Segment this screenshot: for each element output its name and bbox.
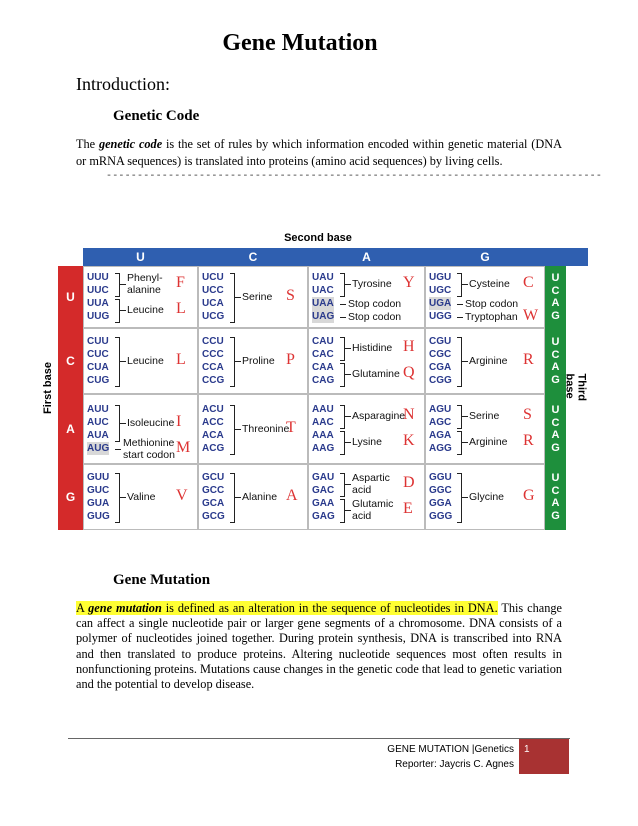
codon: AUC <box>87 417 109 428</box>
codon: CAC <box>312 349 334 360</box>
amino-acid-label: Tyrosine <box>352 278 392 290</box>
handwritten-letter: P <box>286 351 295 368</box>
codon: AUU <box>87 404 109 415</box>
codon: AGA <box>429 430 452 441</box>
amino-acid-label: Tryptophan <box>465 310 518 323</box>
bracket-tick <box>235 297 241 298</box>
bracket-tick <box>345 510 351 511</box>
bracket-tick <box>120 284 126 285</box>
codon: UAG <box>312 311 335 322</box>
footer-rule <box>68 738 570 739</box>
codon: GGC <box>429 485 452 496</box>
bracket-tick <box>340 304 346 305</box>
row-header-G: G <box>65 490 76 504</box>
amino-acid-label: Lysine <box>352 436 382 448</box>
amino-acid-label: Glutamic acid <box>352 498 394 522</box>
bracket-tick <box>462 442 468 443</box>
bracket-tick <box>345 284 351 285</box>
amino-acid-label: Leucine <box>127 304 164 316</box>
codon: GUA <box>87 498 110 509</box>
codon: AAG <box>312 443 335 454</box>
handwritten-letter: S <box>286 287 295 304</box>
bracket-tick <box>345 374 351 375</box>
term-genetic-code: genetic code <box>98 137 163 151</box>
bracket-tick <box>345 416 351 417</box>
codon: CAA <box>312 362 334 373</box>
codon-bracket <box>340 431 345 455</box>
handwritten-letter: S <box>523 406 532 423</box>
amino-acid-label: Alanine <box>242 491 278 503</box>
codon-bracket <box>230 273 235 323</box>
amino-acid-label: Asparagine <box>352 410 406 422</box>
first-base-label: First base <box>41 362 54 414</box>
codon: CGG <box>429 375 452 386</box>
codon: UCG <box>202 311 225 322</box>
codon: AAU <box>312 404 334 415</box>
bracket-tick <box>345 348 351 349</box>
third-base-letters: U C A G <box>551 336 560 386</box>
codon: GCU <box>202 472 225 483</box>
codon: ACG <box>202 443 225 454</box>
gene-mutation-heading: Gene Mutation <box>113 572 211 588</box>
amino-acid-label: Serine <box>469 410 500 422</box>
codon: GCA <box>202 498 225 509</box>
codon: GUC <box>87 485 110 496</box>
codon-bracket <box>340 473 345 497</box>
codon-bracket <box>115 405 120 442</box>
codon: UCA <box>202 298 224 309</box>
codon-bracket <box>457 405 462 429</box>
para-rest: This change can affect a single nucleotide pair or larger gene segments of a chromosome. DNA consists of a polymer of nucleotides joined together. During protein synthesis, DNA is transcribed into RNA and then translated to produce proteins. Altering nucleotide sequences most often results in nonfunctioning proteins. Mutations cause changes in the genetic code that lead to genetic variation and the potential to develop disease. <box>76 601 562 692</box>
codon: CUA <box>87 362 109 373</box>
amino-acid-label: Arginine <box>469 355 508 367</box>
bracket-tick <box>120 310 126 311</box>
column-header-A: A <box>362 250 371 264</box>
bracket-tick <box>340 317 346 318</box>
codon: GAU <box>312 472 335 483</box>
codon: ACA <box>202 430 224 441</box>
codon: CGU <box>429 336 452 347</box>
highlight-lead: A <box>76 601 89 615</box>
handwritten-letter: Q <box>403 364 415 381</box>
bracket-tick <box>235 497 241 498</box>
amino-acid-label: Serine <box>242 291 273 303</box>
codon-bracket <box>115 273 120 297</box>
codon: UGG <box>429 311 452 322</box>
column-header-G: G <box>480 250 490 264</box>
bracket-tick <box>345 442 351 443</box>
third-base-label: Third base <box>563 373 588 401</box>
codon: UAA <box>312 298 334 309</box>
handwritten-letter: E <box>403 500 413 517</box>
handwritten-letter: A <box>286 487 298 504</box>
handwritten-letter: N <box>403 406 415 423</box>
column-header-U: U <box>136 250 145 264</box>
amino-acid-label: Cysteine <box>469 278 510 290</box>
codon-bracket <box>115 337 120 387</box>
codon-bracket <box>340 337 345 361</box>
codon: UUC <box>87 285 109 296</box>
handwritten-letter: M <box>176 438 191 456</box>
codon-bracket <box>340 499 345 523</box>
bracket-tick <box>457 304 463 305</box>
codon: AGC <box>429 417 452 428</box>
bracket-tick <box>462 416 468 417</box>
page-number: 1 <box>524 744 530 755</box>
amino-acid-label: Stop codon <box>465 297 519 310</box>
codon: ACC <box>202 417 224 428</box>
codon-bracket <box>115 473 120 523</box>
bracket-tick <box>345 484 351 485</box>
handwritten-letter: L <box>176 351 186 368</box>
bracket-tick <box>120 423 126 424</box>
codon-bracket <box>340 363 345 387</box>
footer-reporter: Reporter: Jaycris C. Agnes <box>395 759 514 770</box>
handwritten-letter: F <box>176 274 185 291</box>
gene-mutation-paragraph <box>76 601 562 692</box>
handwritten-letter: R <box>523 432 534 449</box>
codon: AAA <box>312 430 334 441</box>
codon: UCC <box>202 285 224 296</box>
footer-title: GENE MUTATION |Genetics <box>387 744 514 755</box>
codon: AUA <box>87 430 109 441</box>
para-lead: The <box>76 137 99 151</box>
amino-acid-label: Stop codon <box>348 297 402 310</box>
amino-acid-label: Arginine <box>469 436 508 448</box>
codon: AGU <box>429 404 452 415</box>
codon: AGG <box>429 443 452 454</box>
codon: ACU <box>202 404 224 415</box>
codon: CUU <box>87 336 109 347</box>
codon-table <box>40 232 596 534</box>
amino-acid-label: Valine <box>127 491 156 503</box>
handwritten-letter: C <box>523 274 534 291</box>
codon: GGA <box>429 498 452 509</box>
handwritten-letter: V <box>176 487 188 504</box>
column-header-C: C <box>248 250 258 264</box>
handwritten-letter: Y <box>403 274 415 291</box>
codon: GAG <box>312 511 335 522</box>
codon-bracket <box>230 473 235 523</box>
amino-acid-label: Methionine start codon <box>123 436 175 461</box>
genetic-code-heading: Genetic Code <box>113 108 200 124</box>
codon: GCG <box>202 511 225 522</box>
amino-acid-label: Isoleucine <box>127 416 175 429</box>
bracket-tick <box>120 497 126 498</box>
codon: CCC <box>202 349 224 360</box>
amino-acid-label: Histidine <box>352 342 393 354</box>
codon: UAC <box>312 285 334 296</box>
codon: GGG <box>429 511 453 522</box>
amino-acid-label: Glycine <box>469 491 505 503</box>
codon: CUC <box>87 349 109 360</box>
codon-bracket <box>457 431 462 455</box>
third-base-letters: U C A G <box>551 272 560 322</box>
handwritten-letter: L <box>176 300 186 317</box>
codon: UUU <box>87 272 109 283</box>
codon: GAA <box>312 498 335 509</box>
handwritten-letter: H <box>403 338 415 355</box>
highlight-rest: is defined as an alteration in the sequence of nucleotides in DNA. <box>161 601 498 615</box>
bracket-tick <box>462 361 468 362</box>
bracket-tick <box>457 317 463 318</box>
bracket-tick <box>462 284 468 285</box>
codon: UGA <box>429 298 452 309</box>
bracket-tick <box>115 449 121 450</box>
codon: CGC <box>429 349 452 360</box>
handwritten-letter: R <box>523 351 534 368</box>
codon: UGU <box>429 272 452 283</box>
third-base-letters: U C A G <box>551 404 560 454</box>
page-title: Gene Mutation <box>222 30 378 56</box>
codon: GUG <box>87 511 110 522</box>
dashed-divider: -------------------------------------------------------------------------------- <box>106 171 603 182</box>
term-gene-mutation: gene mutation <box>88 601 162 615</box>
handwritten-letter: D <box>403 474 415 491</box>
second-base-label: Second base <box>284 232 352 244</box>
codon: UAU <box>312 272 334 283</box>
codon: CAG <box>312 375 335 386</box>
codon: CCU <box>202 336 224 347</box>
intro-heading: Introduction: <box>76 74 170 94</box>
codon-bracket <box>115 299 120 323</box>
handwritten-letter: G <box>523 487 535 504</box>
codon: CGA <box>429 362 452 373</box>
amino-acid-label: Threonine <box>242 423 290 435</box>
codon: CAU <box>312 336 334 347</box>
genetic-code-paragraph <box>76 136 562 170</box>
codon-bracket <box>230 405 235 455</box>
codon: CCG <box>202 375 225 386</box>
codon-bracket <box>340 273 345 297</box>
amino-acid-label: Glutamine <box>352 368 400 380</box>
codon: GGU <box>429 472 452 483</box>
codon: GAC <box>312 485 335 496</box>
codon: UUA <box>87 298 109 309</box>
codon: GUU <box>87 472 110 483</box>
codon-bracket <box>340 405 345 429</box>
third-base-letters: U C A G <box>551 472 560 522</box>
amino-acid-label: Phenyl- alanine <box>127 272 163 296</box>
codon: CUG <box>87 375 110 386</box>
codon: AUG <box>87 443 110 454</box>
codon: UGC <box>429 285 452 296</box>
codon-bracket <box>457 337 462 387</box>
codon: AAC <box>312 417 334 428</box>
amino-acid-label: Leucine <box>127 355 164 367</box>
para-rest: is the set of rules by which information encoded within genetic material (DNA or mRNA sequences) is translated into proteins (amino acid sequences) by living cells. <box>76 137 562 168</box>
codon: GCC <box>202 485 225 496</box>
amino-acid-label: Proline <box>242 355 275 367</box>
row-header-U: U <box>66 290 75 304</box>
bracket-tick <box>235 429 241 430</box>
handwritten-letter: W <box>523 306 539 324</box>
codon-bracket <box>457 473 462 523</box>
amino-acid-label: Aspartic acid <box>352 472 390 496</box>
codon: CCA <box>202 362 224 373</box>
amino-acid-label: Stop codon <box>348 310 402 323</box>
bracket-tick <box>462 497 468 498</box>
row-header-C: C <box>66 354 75 368</box>
bracket-tick <box>235 361 241 362</box>
handwritten-letter: T <box>286 419 296 436</box>
codon-bracket <box>230 337 235 387</box>
codon-bracket <box>457 273 462 297</box>
handwritten-letter: I <box>176 412 182 430</box>
bracket-tick <box>120 361 126 362</box>
codon: UCU <box>202 272 224 283</box>
handwritten-letter: K <box>403 432 415 449</box>
codon: UUG <box>87 311 110 322</box>
row-header-A: A <box>66 422 75 436</box>
